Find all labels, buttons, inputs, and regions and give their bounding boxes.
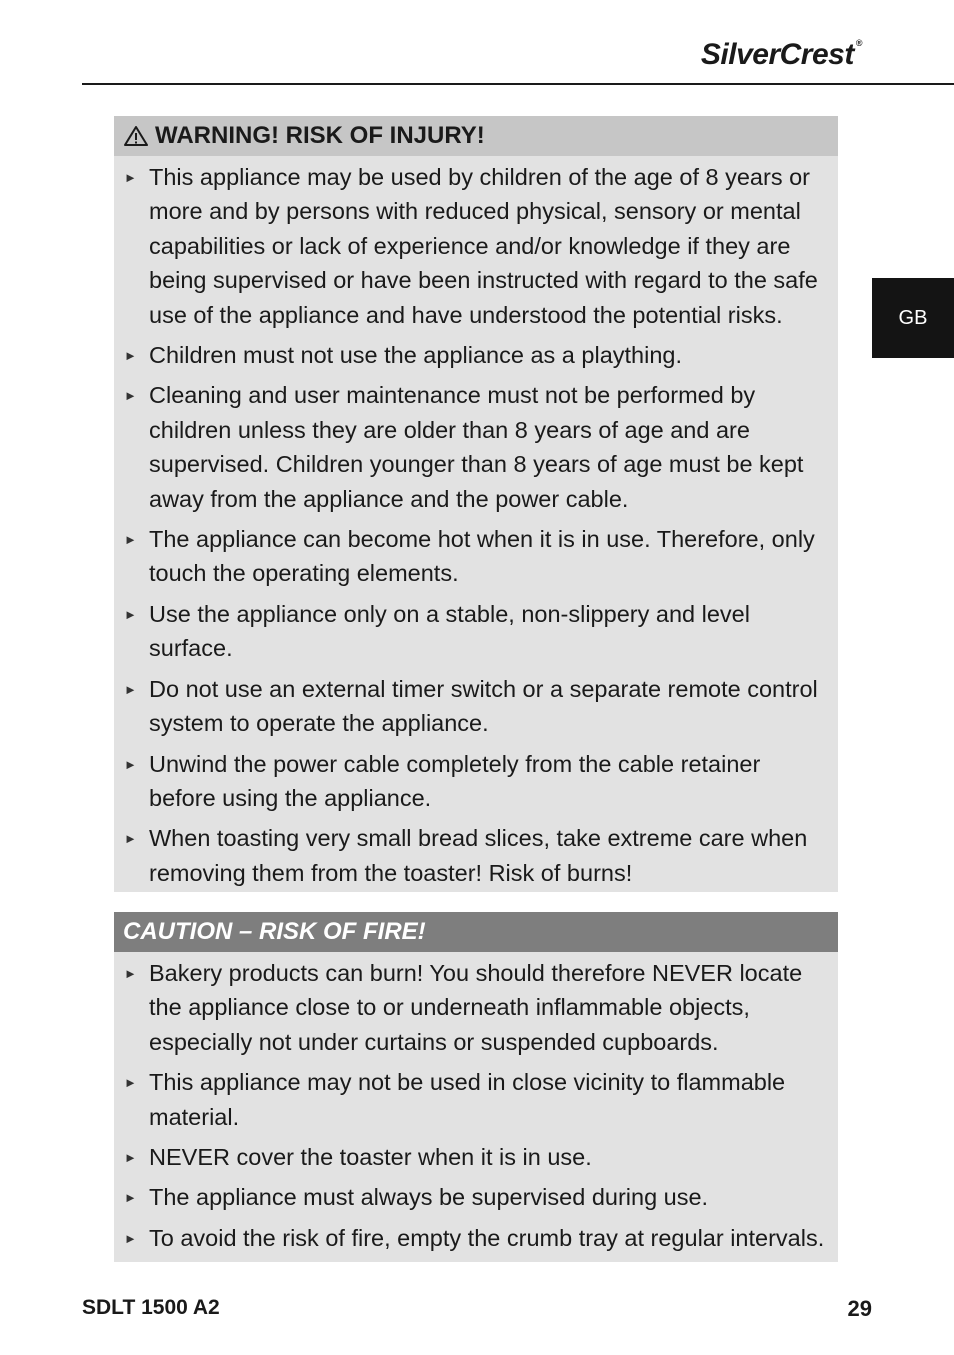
arrow-bullet-icon: ► [124,681,137,697]
list-item: ► Unwind the power cable completely from the cable retainer before using the appliance. [114,747,838,816]
arrow-bullet-icon: ► [124,1075,137,1091]
list-item: ► When toasting very small bread slices, take extreme care when removing them from the toaster! Risk of burns! [114,821,838,890]
list-item: ► This appliance may not be used in close vicinity to flammable material. [114,1065,838,1134]
caution-header [114,912,838,952]
warning-triangle-icon [123,125,149,147]
list-item: ► To avoid the risk of fire, empty the crumb tray at regular intervals. [114,1221,838,1255]
list-item: ► NEVER cover the toaster when it is in use. [114,1140,838,1174]
list-item: ► Bakery products can burn! You should therefore NEVER locate the appliance close to or underneath inflammable objects, especially not under curtains or suspended cupboards. [114,956,838,1059]
arrow-bullet-icon: ► [124,1190,137,1206]
warning-title: WARNING! RISK OF INJURY! [155,122,485,149]
warning-header [114,116,838,156]
language-tab: GB [872,278,954,358]
model-number: SDLT 1500 A2 [82,1296,220,1319]
brand-logo: SilverCrest ® [700,38,862,71]
arrow-bullet-icon: ► [124,966,137,981]
arrow-bullet-icon: ► [124,388,137,404]
list-item: ► Do not use an external timer switch or a separate remote control system to operate the appliance. [114,672,838,741]
list-item: ► Children must not use the appliance as a plaything. [114,338,838,372]
caution-box [114,912,838,1262]
arrow-bullet-icon: ► [124,170,137,185]
registered-mark: ® [855,38,862,48]
list-item: ► The appliance can become hot when it is in use. Therefore, only touch the operating elements. [114,522,838,591]
arrow-bullet-icon: ► [124,532,137,548]
list-item: ► Use the appliance only on a stable, non-slippery and level surface. [114,597,838,666]
list-item: ► This appliance may be used by children of the age of 8 years or more and by persons with reduced physical, sensory or mental capabilities or lack of experience and/or knowledge if they are being supervised or have been instructed with regard to the safe use of the appliance and have understood the potential risks. [114,160,838,332]
arrow-bullet-icon: ► [124,831,137,847]
header-rule [82,83,954,85]
arrow-bullet-icon: ► [124,756,137,772]
list-item: ► The appliance must always be supervised during use. [114,1180,838,1214]
caution-list [114,952,838,1255]
arrow-bullet-icon: ► [124,348,137,364]
arrow-bullet-icon: ► [124,1230,137,1246]
page-number: 29 [847,1296,872,1321]
list-item: ► Cleaning and user maintenance must not be performed by children unless they are older than 8 years of age and are supervised. Children younger than 8 years of age must be kept away from the appliance and the power cable. [114,378,838,516]
arrow-bullet-icon: ► [124,1150,137,1166]
warning-list [114,156,838,890]
warning-box [114,116,838,892]
caution-title: CAUTION – RISK OF FIRE! [123,918,426,945]
arrow-bullet-icon: ► [124,606,137,622]
